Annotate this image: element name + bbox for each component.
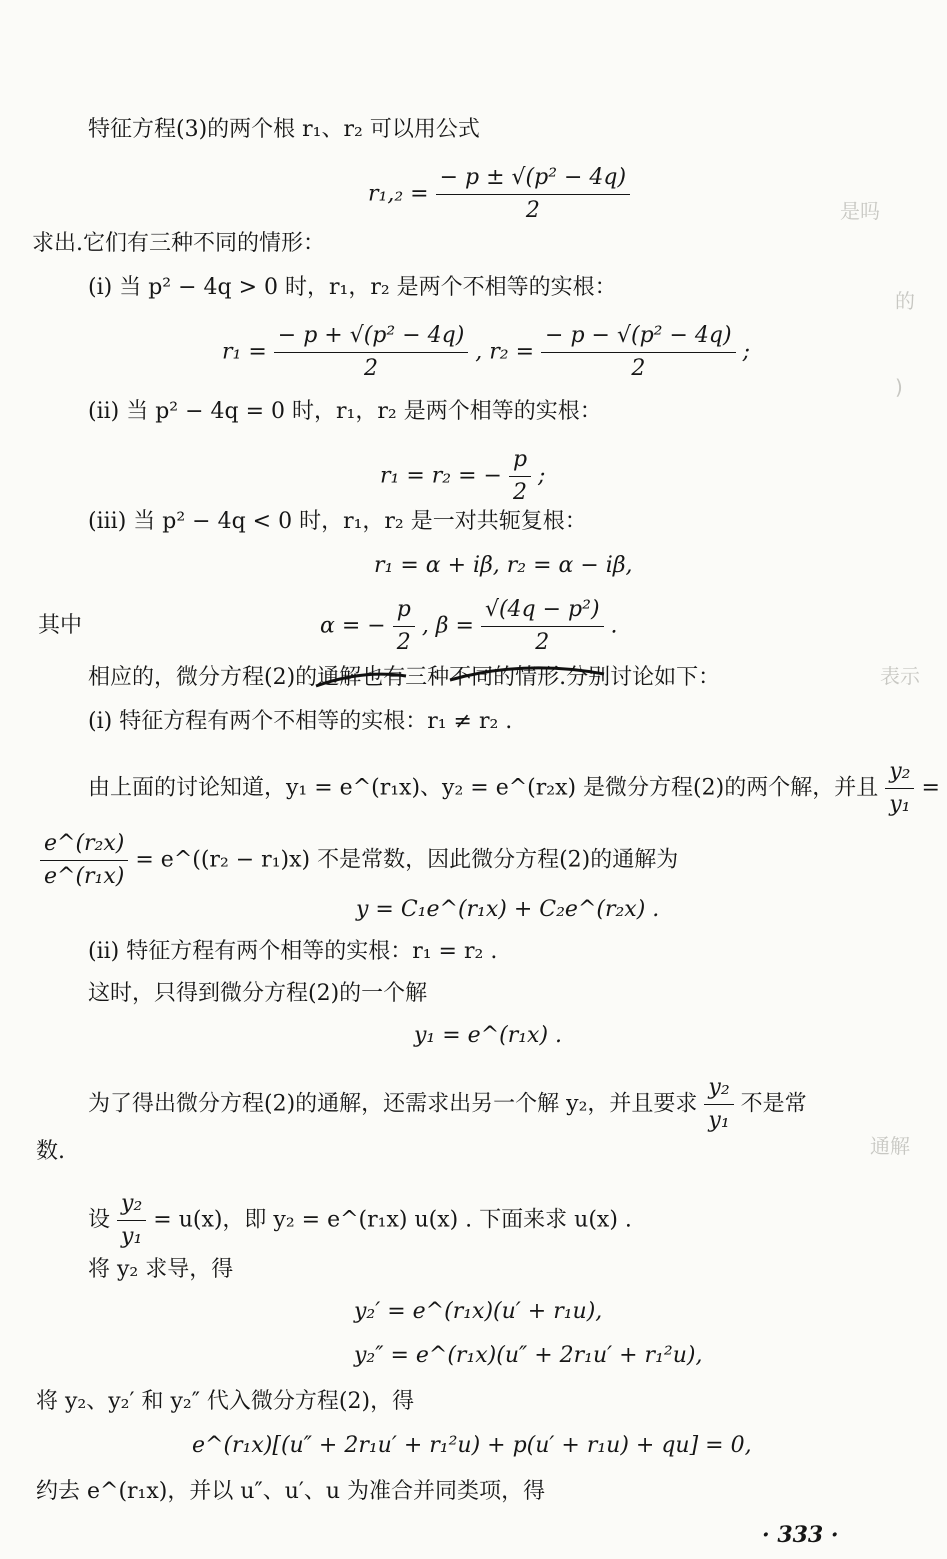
text-line: 设 $\frac{\text{y₂}}{\text{y₁}}$ = u(x)，即 y₂ = e^(r₁x) u(x) . 下面来求 u(x) . <box>88 1191 632 1249</box>
text-line: 将 y₂、y₂′ 和 y₂″ 代入微分方程(2)，得 <box>36 1389 415 1414</box>
text-line: (i) 特征方程有两个不相等的实根：r₁ ≠ r₂ . <box>88 709 513 734</box>
text-line: (i) 当 p² − 4q > 0 时，r₁，r₂ 是两个不相等的实根： <box>88 275 617 300</box>
handwritten-strikethrough <box>310 660 610 700</box>
text-line: $\frac{\text{e\textasciicircum{}(r₂x)}}{\text{e\textasciicircum{}(r₁x)}}$ = e^((r₂ − r₁)x) 不是常数，因此微分方程(2)的通解为 <box>40 830 678 891</box>
text-line: 为了得出微分方程(2)的通解，还需求出另一个解 y₂，并且要求 $\frac{\text{y₂}}{\text{y₁}}$ 不是常 <box>88 1075 807 1133</box>
text-line: 由上面的讨论知道，y₁ = e^(r₁x)、y₂ = e^(r₂x) 是微分方程(2)的两个解，并且 $\frac{\text{y₂}}{\text{y₁}}$ = <box>88 759 940 817</box>
text-line: 求出.它们有三种不同的情形： <box>32 231 325 256</box>
text-line: 这时，只得到微分方程(2)的一个解 <box>88 981 428 1006</box>
text-line: 约去 e^(r₁x)，并以 u″、u′、u 为准合并同类项，得 <box>36 1479 546 1504</box>
formula-complex-roots: r₁ = α + iβ, r₂ = α − iβ, <box>374 553 633 578</box>
formula-single-solution: y₁ = e^(r₁x) . <box>414 1023 563 1048</box>
formula-equal-roots: r₁ = r₂ = − $\frac{p}{2}$ ; <box>380 447 546 505</box>
text-line: 其中 <box>38 613 83 638</box>
formula-distinct-roots: r₁ = $\frac{\text{− p + √(p² − 4q)}}{2}$ , r₂ = $\frac{\text{− p − √(p² − 4q)}}{2}$ ; <box>222 323 750 381</box>
text-line: (iii) 当 p² − 4q < 0 时，r₁，r₂ 是一对共轭复根： <box>88 509 587 534</box>
text-line: (ii) 特征方程有两个相等的实根：r₁ = r₂ . <box>88 939 498 964</box>
text-line: 相应的，微分方程(2)的通解也有三种不同的情形.分别讨论如下： <box>88 665 721 690</box>
formula-second-derivative: y₂″ = e^(r₁x)(u″ + 2r₁u′ + r₁²u), <box>354 1343 703 1368</box>
formula-general-solution: y = C₁e^(r₁x) + C₂e^(r₂x) . <box>356 897 660 922</box>
text-line: 特征方程(3)的两个根 r₁、r₂ 可以用公式 <box>88 117 480 142</box>
formula-alpha-beta: α = − $\frac{p}{2}$ , β = $\frac{\text{√(4q − p²)}}{2}$ . <box>320 597 618 655</box>
bleed-through-mark: 表示 <box>880 664 920 688</box>
bleed-through-mark: 的 <box>895 289 915 313</box>
bleed-through-mark: 通解 <box>870 1134 910 1158</box>
formula-roots: r₁,₂ = $\frac{\text{− p ± √(p² − 4q)}}{2}$ <box>368 164 630 225</box>
page-number: · 333 · <box>762 1522 839 1548</box>
text-line: 数. <box>36 1139 65 1164</box>
text-line: 将 y₂ 求导，得 <box>88 1257 234 1282</box>
formula-first-derivative: y₂′ = e^(r₁x)(u′ + r₁u), <box>354 1299 603 1324</box>
bleed-through-mark: ) <box>895 375 903 399</box>
bleed-through-mark: 是吗 <box>840 199 880 223</box>
formula-substitution: e^(r₁x)[(u″ + 2r₁u′ + r₁²u) + p(u′ + r₁u) + qu] = 0, <box>192 1433 752 1458</box>
text-line: (ii) 当 p² − 4q = 0 时，r₁，r₂ 是两个相等的实根： <box>88 399 602 424</box>
